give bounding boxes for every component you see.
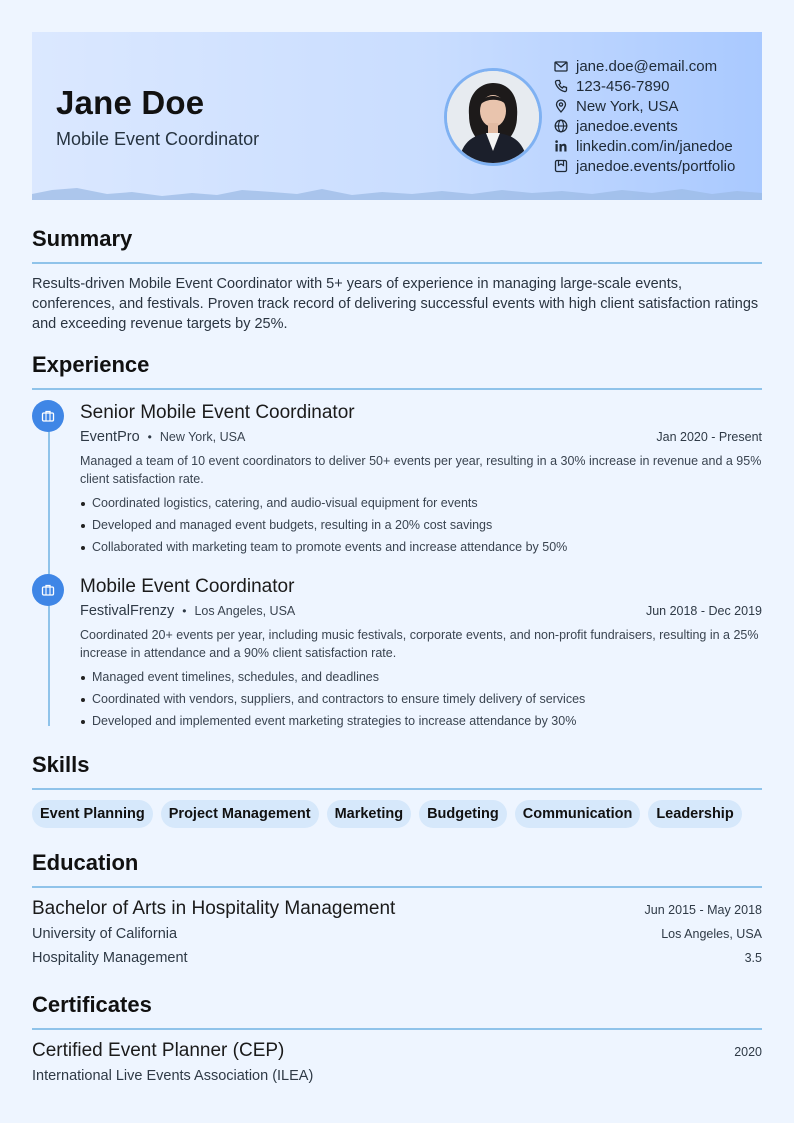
summary-heading: Summary xyxy=(32,226,133,251)
skills-list xyxy=(32,800,762,828)
section-divider xyxy=(32,788,762,790)
job-bullets xyxy=(80,492,762,558)
education-row xyxy=(32,896,762,922)
section-divider xyxy=(32,886,762,888)
education-heading: Education xyxy=(32,850,139,875)
certificate-row xyxy=(32,1064,762,1088)
section-divider xyxy=(32,1028,762,1030)
certificates-section xyxy=(32,992,762,1088)
job-dates: Jun 2018 - Dec 2019 xyxy=(645,604,762,618)
summary-section xyxy=(32,226,762,334)
job-bullet: Developed and implemented event marketing strategies to increase attendance by 30% xyxy=(80,710,762,732)
contact-email-text: jane.doe@email.com xyxy=(576,57,718,75)
job-bullet: Developed and managed event budgets, resulting in a 20% cost savings xyxy=(80,514,762,536)
contact-portfolio-text: janedoe.events/portfolio xyxy=(576,157,736,175)
mail-icon xyxy=(554,59,568,73)
contact-linkedin-text: linkedin.com/in/janedoe xyxy=(576,137,733,155)
job-bullet: Managed event timelines, schedules, and deadlines xyxy=(80,666,762,688)
section-divider xyxy=(32,388,762,390)
job-location: New York, USA xyxy=(159,430,246,444)
bullet-separator: • xyxy=(182,604,187,618)
job-company-line xyxy=(80,603,295,619)
bullet-separator: • xyxy=(147,430,152,444)
location-pin-icon xyxy=(554,99,568,113)
avatar xyxy=(444,68,542,166)
job-entry xyxy=(32,574,762,732)
experience-heading: Experience xyxy=(32,352,150,377)
profile-photo xyxy=(447,71,539,163)
education-field: Hospitality Management xyxy=(32,950,188,966)
briefcase-icon xyxy=(32,400,64,432)
job-bullet: Coordinated logistics, catering, and audio-visual equipment for events xyxy=(80,492,762,514)
resume-page xyxy=(32,32,762,1088)
contact-location xyxy=(554,96,735,116)
certificate-issuer: International Live Events Association (ILEA) xyxy=(32,1068,314,1084)
skill-chip: Leadership xyxy=(648,800,741,828)
job-title: Senior Mobile Event Coordinator xyxy=(80,402,355,423)
certificate-year: 2020 xyxy=(734,1045,762,1059)
job-entry xyxy=(32,400,762,558)
job-company-line xyxy=(80,429,245,445)
skill-chip: Project Management xyxy=(161,800,319,828)
skills-heading: Skills xyxy=(32,752,90,777)
job-bullet: Collaborated with marketing team to promote events and increase attendance by 50% xyxy=(80,536,762,558)
contact-email[interactable] xyxy=(554,56,735,76)
job-title: Mobile Event Coordinator xyxy=(80,576,295,597)
contact-phone-text: 123-456-7890 xyxy=(576,77,670,95)
education-row xyxy=(32,946,762,970)
certificate-row xyxy=(32,1038,762,1064)
candidate-role: Mobile Event Coordinator xyxy=(56,129,260,149)
contact-location-text: New York, USA xyxy=(576,97,679,115)
education-row xyxy=(32,922,762,946)
education-section xyxy=(32,850,762,970)
globe-icon xyxy=(554,119,568,133)
education-gpa: 3.5 xyxy=(744,951,762,965)
contact-portfolio[interactable] xyxy=(554,156,735,176)
header-wave-decoration xyxy=(32,184,762,200)
portfolio-icon xyxy=(554,159,568,173)
contact-website-text: janedoe.events xyxy=(576,117,678,135)
contact-website[interactable] xyxy=(554,116,735,136)
skill-chip: Communication xyxy=(515,800,641,828)
contact-list xyxy=(554,56,735,176)
education-entry xyxy=(32,896,762,970)
job-company: EventPro xyxy=(80,429,140,445)
skill-chip: Marketing xyxy=(327,800,412,828)
certificates-heading: Certificates xyxy=(32,992,152,1017)
job-description: Managed a team of 10 event coordinators to deliver 50+ events per year, resulting in a 30% increase in revenue and a 95% client satisfaction rate. xyxy=(80,454,762,486)
section-divider xyxy=(32,262,762,264)
education-location: Los Angeles, USA xyxy=(661,927,762,941)
contact-linkedin[interactable] xyxy=(554,136,735,156)
job-location: Los Angeles, USA xyxy=(194,604,296,618)
job-bullets xyxy=(80,666,762,732)
experience-section xyxy=(32,352,762,732)
education-school: University of California xyxy=(32,926,178,942)
resume-header xyxy=(32,32,762,200)
education-degree: Bachelor of Arts in Hospitality Management xyxy=(32,898,396,919)
job-company: FestivalFrenzy xyxy=(80,603,175,619)
certificate-entry xyxy=(32,1038,762,1088)
experience-timeline xyxy=(32,400,762,732)
job-description: Coordinated 20+ events per year, including music festivals, corporate events, and non-profit fundraisers, resulting in a 25% increase in attendance and a 90% client satisfaction rate. xyxy=(80,628,759,660)
certificate-name: Certified Event Planner (CEP) xyxy=(32,1040,285,1061)
candidate-name: Jane Doe xyxy=(56,84,205,121)
phone-icon xyxy=(554,79,568,93)
skill-chip: Budgeting xyxy=(419,800,507,828)
job-meta xyxy=(80,428,762,446)
summary-text: Results-driven Mobile Event Coordinator with 5+ years of experience in managing large-scale events, conferences, and festivals. Proven track record of delivering successful events with high client satisfaction ratings and exceeding revenue targets by 25%. xyxy=(32,276,759,332)
education-dates: Jun 2015 - May 2018 xyxy=(644,903,762,917)
job-bullet: Coordinated with vendors, suppliers, and contractors to ensure timely delivery of services xyxy=(80,688,762,710)
job-meta xyxy=(80,602,762,620)
briefcase-icon xyxy=(32,574,64,606)
skills-section xyxy=(32,752,762,828)
linkedin-icon xyxy=(554,139,568,153)
skill-chip: Event Planning xyxy=(32,800,153,828)
contact-phone[interactable] xyxy=(554,76,735,96)
job-dates: Jan 2020 - Present xyxy=(656,430,762,444)
